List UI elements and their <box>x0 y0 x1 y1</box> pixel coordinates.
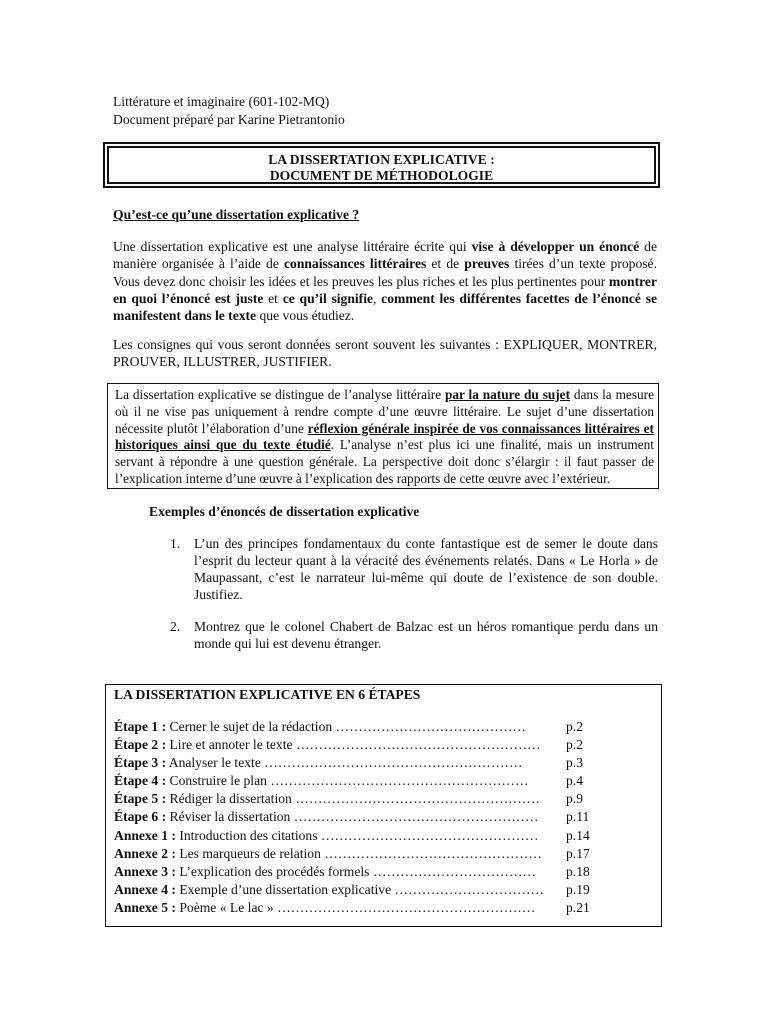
definition-box: La dissertation explicative se distingue de l’analyse littéraire par la nature du sujet dans la mesure où il ne vise pas uniquement à rendre compte d’une œuvre littéraire. Le sujet d’une dissertation nécessite plutôt l’élaboration d’une réflexion générale inspirée de vos connaissances littéraires et historiques ainsi que du texte étudié. L’analyse n’est plus ici une finalité, mais un instrument servant à répondre à une question générale. La perspective doit donc s’élargir : il faut passer de l’explication interne d’une œuvre à l’explication des rapports de cette œuvre avec l’extérieur. <box>107 383 659 489</box>
list-item-text: Montrez que le colonel Chabert de Balzac est un héros romantique perdu dans un monde qui lui est devenu étranger. <box>194 619 658 651</box>
table-of-contents <box>105 684 662 927</box>
toc-page: p.21 <box>566 899 590 915</box>
intro-paragraph: Une dissertation explicative est une analyse littéraire écrite qui vise à développer un énoncé de manière organisée à l’aide de connaissances littéraires et de preuves tirées d’un texte proposé. Vous devez donc choisir les idées et les preuves les plus riches et les plus pertinentes pour montrer en quoi l’énoncé est juste et ce qu’il signifie, comment les différentes facettes de l’énoncé se manifestent dans le texte que vous étudiez. <box>113 239 658 324</box>
toc-title: LA DISSERTATION EXPLICATIVE EN 6 ÉTAPES <box>114 687 421 702</box>
toc-page: p.18 <box>566 863 590 879</box>
list-number: 1. <box>170 536 181 551</box>
toc-page: p.2 <box>566 737 583 753</box>
title-line-1: LA DISSERTATION EXPLICATIVE : <box>268 152 495 167</box>
toc-row: Annexe 1 : Introduction des citations ………………………………………… p.14 <box>114 827 654 845</box>
toc-row: Étape 5 : Rédiger la dissertation ……………………………………………… p.9 <box>114 790 654 808</box>
author-line: Document préparé par Karine Pietrantonio <box>113 112 345 127</box>
title-line-2: DOCUMENT DE MÉTHODOLOGIE <box>269 168 494 183</box>
course-title: Littérature et imaginaire (601-102-MQ) <box>113 94 330 109</box>
toc-page: p.14 <box>566 827 590 843</box>
section-heading: Qu’est-ce qu’une dissertation explicative ? <box>113 207 360 222</box>
title-box <box>103 142 660 188</box>
toc-page: p.4 <box>566 773 583 789</box>
toc-row: Étape 2 : Lire et annoter le texte ……………………………………………… p.2 <box>114 736 654 754</box>
toc-page: p.9 <box>566 791 583 807</box>
toc-row: Annexe 5 : Poème « Le lac » ………………………………………………… p.21 <box>114 899 654 917</box>
toc-row: Annexe 3 : L’explication des procédés formels ……………………………… p.18 <box>114 863 654 881</box>
list-item <box>170 536 658 604</box>
toc-row: Annexe 4 : Exemple d’une dissertation explicative …………………………… p.19 <box>114 881 654 899</box>
examples-list <box>170 536 658 604</box>
toc-page: p.11 <box>566 809 590 825</box>
toc-row: Annexe 2 : Les marqueurs de relation ………………………………………… p.17 <box>114 845 654 863</box>
toc-row: Étape 1 : Cerner le sujet de la rédaction …………………………………… p.2 <box>114 718 654 736</box>
toc-page: p.19 <box>566 881 590 897</box>
examples-list <box>170 619 658 653</box>
toc-row: Étape 4 : Construire le plan ………………………………………………… p.4 <box>114 772 654 790</box>
examples-heading: Exemples d’énoncés de dissertation explicative <box>149 504 420 519</box>
list-item <box>170 619 658 653</box>
document-header <box>113 93 345 129</box>
toc-row: Étape 6 : Réviser la dissertation ……………………………………………… p.11 <box>114 808 654 826</box>
list-item-text: L’un des principes fondamentaux du conte fantastique est de semer le doute dans l’esprit du lecteur quant à la véracité des événements relatés. Dans « Le Horla » de Maupassant, c’est le narrateur lui-même qui doute de l’existence de son double. Justifiez. <box>194 536 658 602</box>
toc-row: Étape 3 : Analyser le texte ………………………………………………… p.3 <box>114 754 654 772</box>
toc-page: p.2 <box>566 719 583 734</box>
toc-page: p.17 <box>566 845 590 861</box>
instructions-paragraph: Les consignes qui vous seront données seront souvent les suivantes : EXPLIQUER, MONTRER, PROUVER, ILLUSTRER, JUSTIFIER. <box>113 337 657 370</box>
list-number: 2. <box>170 619 181 634</box>
toc-page: p.3 <box>566 755 583 771</box>
